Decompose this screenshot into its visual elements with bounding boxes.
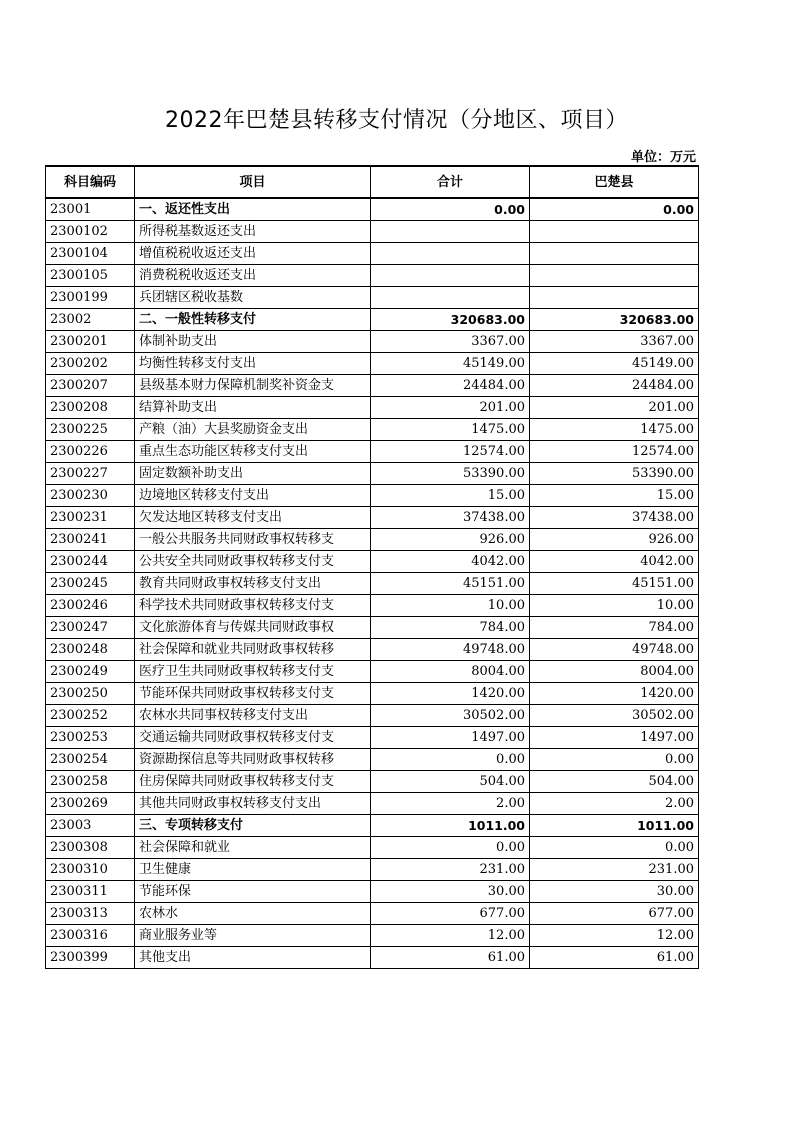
cell-code: 2300208	[46, 397, 135, 419]
cell-total: 0.00	[371, 837, 530, 859]
cell-code: 2300246	[46, 595, 135, 617]
cell-region: 2.00	[530, 793, 699, 815]
unit-label: 单位：万元	[630, 150, 696, 165]
cell-region: 1475.00	[530, 419, 699, 441]
cell-item-name: 县级基本财力保障机制奖补资金支	[135, 375, 371, 397]
table-row	[46, 661, 699, 683]
cell-region: 12574.00	[530, 441, 699, 463]
cell-region: 61.00	[530, 947, 699, 969]
cell-region: 320683.00	[530, 309, 699, 331]
cell-code: 2300254	[46, 749, 135, 771]
cell-item-name: 住房保障共同财政事权转移支付支	[135, 771, 371, 793]
cell-total: 1420.00	[371, 683, 530, 705]
cell-region: 231.00	[530, 859, 699, 881]
cell-total: 0.00	[371, 198, 530, 221]
cell-total: 4042.00	[371, 551, 530, 573]
cell-total: 24484.00	[371, 375, 530, 397]
cell-code: 2300231	[46, 507, 135, 529]
cell-code: 2300399	[46, 947, 135, 969]
cell-item-name: 公共安全共同财政事权转移支付支	[135, 551, 371, 573]
table-row	[46, 903, 699, 925]
cell-region	[530, 287, 699, 309]
cell-item-name: 其他支出	[135, 947, 371, 969]
cell-region: 15.00	[530, 485, 699, 507]
cell-total: 677.00	[371, 903, 530, 925]
cell-item-name: 增值税税收返还支出	[135, 243, 371, 265]
cell-item-name: 农林水共同事权转移支付支出	[135, 705, 371, 727]
cell-total: 201.00	[371, 397, 530, 419]
cell-total: 15.00	[371, 485, 530, 507]
column-header-region: 巴楚县	[530, 166, 699, 198]
cell-item-name: 产粮（油）大县奖励资金支出	[135, 419, 371, 441]
cell-region	[530, 265, 699, 287]
cell-code: 2300202	[46, 353, 135, 375]
table-row	[46, 881, 699, 903]
cell-item-name: 所得税基数返还支出	[135, 221, 371, 243]
cell-total	[371, 265, 530, 287]
transfer-payment-table	[45, 165, 699, 969]
cell-code: 2300253	[46, 727, 135, 749]
table-row	[46, 221, 699, 243]
cell-region: 45151.00	[530, 573, 699, 595]
cell-total: 30502.00	[371, 705, 530, 727]
table-row	[46, 551, 699, 573]
cell-total: 45149.00	[371, 353, 530, 375]
cell-item-name: 医疗卫生共同财政事权转移支付支	[135, 661, 371, 683]
cell-region: 0.00	[530, 198, 699, 221]
cell-item-name: 兵团辖区税收基数	[135, 287, 371, 309]
table-row	[46, 485, 699, 507]
cell-total: 30.00	[371, 881, 530, 903]
cell-total: 926.00	[371, 529, 530, 551]
cell-code: 2300230	[46, 485, 135, 507]
cell-total: 1497.00	[371, 727, 530, 749]
cell-code: 2300250	[46, 683, 135, 705]
cell-code: 2300258	[46, 771, 135, 793]
cell-item-name: 结算补助支出	[135, 397, 371, 419]
cell-code: 23002	[46, 309, 135, 331]
cell-item-name: 社会保障和就业共同财政事权转移	[135, 639, 371, 661]
cell-total: 320683.00	[371, 309, 530, 331]
cell-code: 2300316	[46, 925, 135, 947]
cell-total	[371, 243, 530, 265]
cell-code: 2300105	[46, 265, 135, 287]
table-row	[46, 947, 699, 969]
cell-code: 2300244	[46, 551, 135, 573]
cell-item-name: 农林水	[135, 903, 371, 925]
cell-region: 12.00	[530, 925, 699, 947]
cell-total: 231.00	[371, 859, 530, 881]
cell-total: 8004.00	[371, 661, 530, 683]
cell-total: 49748.00	[371, 639, 530, 661]
cell-item-name: 均衡性转移支付支出	[135, 353, 371, 375]
table-row	[46, 441, 699, 463]
table-row	[46, 463, 699, 485]
cell-region	[530, 221, 699, 243]
column-header-total: 合计	[371, 166, 530, 198]
table-row	[46, 529, 699, 551]
cell-item-name: 三、专项转移支付	[135, 815, 371, 837]
cell-item-name: 一、返还性支出	[135, 198, 371, 221]
cell-total: 504.00	[371, 771, 530, 793]
cell-total	[371, 221, 530, 243]
cell-region: 24484.00	[530, 375, 699, 397]
cell-code: 2300102	[46, 221, 135, 243]
cell-region: 504.00	[530, 771, 699, 793]
table-row	[46, 265, 699, 287]
cell-item-name: 一般公共服务共同财政事权转移支	[135, 529, 371, 551]
cell-item-name: 资源勘探信息等共同财政事权转移	[135, 749, 371, 771]
cell-code: 2300269	[46, 793, 135, 815]
cell-code: 2300247	[46, 617, 135, 639]
cell-total: 3367.00	[371, 331, 530, 353]
cell-item-name: 固定数额补助支出	[135, 463, 371, 485]
table-row	[46, 793, 699, 815]
cell-code: 2300249	[46, 661, 135, 683]
cell-total: 45151.00	[371, 573, 530, 595]
cell-code: 2300248	[46, 639, 135, 661]
cell-code: 2300104	[46, 243, 135, 265]
column-header-item: 项目	[135, 166, 371, 198]
table-row	[46, 507, 699, 529]
cell-item-name: 二、一般性转移支付	[135, 309, 371, 331]
cell-item-name: 教育共同财政事权转移支付支出	[135, 573, 371, 595]
cell-total: 0.00	[371, 749, 530, 771]
cell-region: 3367.00	[530, 331, 699, 353]
table-row	[46, 419, 699, 441]
cell-total: 1475.00	[371, 419, 530, 441]
cell-item-name: 文化旅游体育与传媒共同财政事权	[135, 617, 371, 639]
cell-item-name: 交通运输共同财政事权转移支付支	[135, 727, 371, 749]
cell-total: 10.00	[371, 595, 530, 617]
cell-total: 37438.00	[371, 507, 530, 529]
cell-total: 1011.00	[371, 815, 530, 837]
cell-item-name: 消费税税收返还支出	[135, 265, 371, 287]
cell-region: 49748.00	[530, 639, 699, 661]
cell-item-name: 其他共同财政事权转移支付支出	[135, 793, 371, 815]
table-row	[46, 243, 699, 265]
cell-region: 1497.00	[530, 727, 699, 749]
page-title: 2022年巴楚县转移支付情况（分地区、项目）	[165, 108, 628, 133]
cell-region: 1011.00	[530, 815, 699, 837]
cell-code: 2300227	[46, 463, 135, 485]
table-group-row	[46, 815, 699, 837]
cell-total: 2.00	[371, 793, 530, 815]
column-header-code: 科目编码	[46, 166, 135, 198]
cell-item-name: 重点生态功能区转移支付支出	[135, 441, 371, 463]
cell-code: 2300225	[46, 419, 135, 441]
cell-item-name: 边境地区转移支付支出	[135, 485, 371, 507]
cell-total: 61.00	[371, 947, 530, 969]
cell-code: 2300310	[46, 859, 135, 881]
cell-region: 4042.00	[530, 551, 699, 573]
cell-code: 2300311	[46, 881, 135, 903]
cell-item-name: 科学技术共同财政事权转移支付支	[135, 595, 371, 617]
cell-code: 23003	[46, 815, 135, 837]
cell-item-name: 节能环保共同财政事权转移支付支	[135, 683, 371, 705]
cell-region: 201.00	[530, 397, 699, 419]
table-row	[46, 859, 699, 881]
cell-item-name: 欠发达地区转移支付支出	[135, 507, 371, 529]
cell-code: 2300313	[46, 903, 135, 925]
table-row	[46, 353, 699, 375]
table-row	[46, 617, 699, 639]
cell-item-name: 商业服务业等	[135, 925, 371, 947]
cell-region: 30.00	[530, 881, 699, 903]
cell-region: 0.00	[530, 837, 699, 859]
cell-region: 8004.00	[530, 661, 699, 683]
table-row	[46, 727, 699, 749]
cell-item-name: 体制补助支出	[135, 331, 371, 353]
cell-region: 784.00	[530, 617, 699, 639]
cell-total: 12.00	[371, 925, 530, 947]
cell-item-name: 节能环保	[135, 881, 371, 903]
table-row	[46, 375, 699, 397]
cell-code: 2300241	[46, 529, 135, 551]
table-row	[46, 837, 699, 859]
table-group-row	[46, 309, 699, 331]
cell-item-name: 社会保障和就业	[135, 837, 371, 859]
cell-region: 1420.00	[530, 683, 699, 705]
table-row	[46, 639, 699, 661]
table-row	[46, 331, 699, 353]
table-row	[46, 705, 699, 727]
table-row	[46, 595, 699, 617]
cell-code: 2300207	[46, 375, 135, 397]
cell-region: 45149.00	[530, 353, 699, 375]
table-row	[46, 287, 699, 309]
cell-region: 53390.00	[530, 463, 699, 485]
cell-region: 0.00	[530, 749, 699, 771]
cell-code: 2300199	[46, 287, 135, 309]
cell-total: 53390.00	[371, 463, 530, 485]
cell-region: 37438.00	[530, 507, 699, 529]
cell-total	[371, 287, 530, 309]
cell-region: 677.00	[530, 903, 699, 925]
cell-code: 2300226	[46, 441, 135, 463]
cell-code: 2300252	[46, 705, 135, 727]
cell-code: 23001	[46, 198, 135, 221]
table-body	[46, 198, 699, 969]
table-group-row	[46, 198, 699, 221]
cell-region	[530, 243, 699, 265]
cell-code: 2300201	[46, 331, 135, 353]
cell-item-name: 卫生健康	[135, 859, 371, 881]
table-row	[46, 683, 699, 705]
table-row	[46, 771, 699, 793]
cell-total: 12574.00	[371, 441, 530, 463]
table-row	[46, 397, 699, 419]
table-row	[46, 925, 699, 947]
table-row	[46, 749, 699, 771]
cell-code: 2300245	[46, 573, 135, 595]
cell-total: 784.00	[371, 617, 530, 639]
cell-region: 926.00	[530, 529, 699, 551]
table-row	[46, 573, 699, 595]
table-header-row	[46, 166, 699, 198]
cell-code: 2300308	[46, 837, 135, 859]
cell-region: 10.00	[530, 595, 699, 617]
cell-region: 30502.00	[530, 705, 699, 727]
